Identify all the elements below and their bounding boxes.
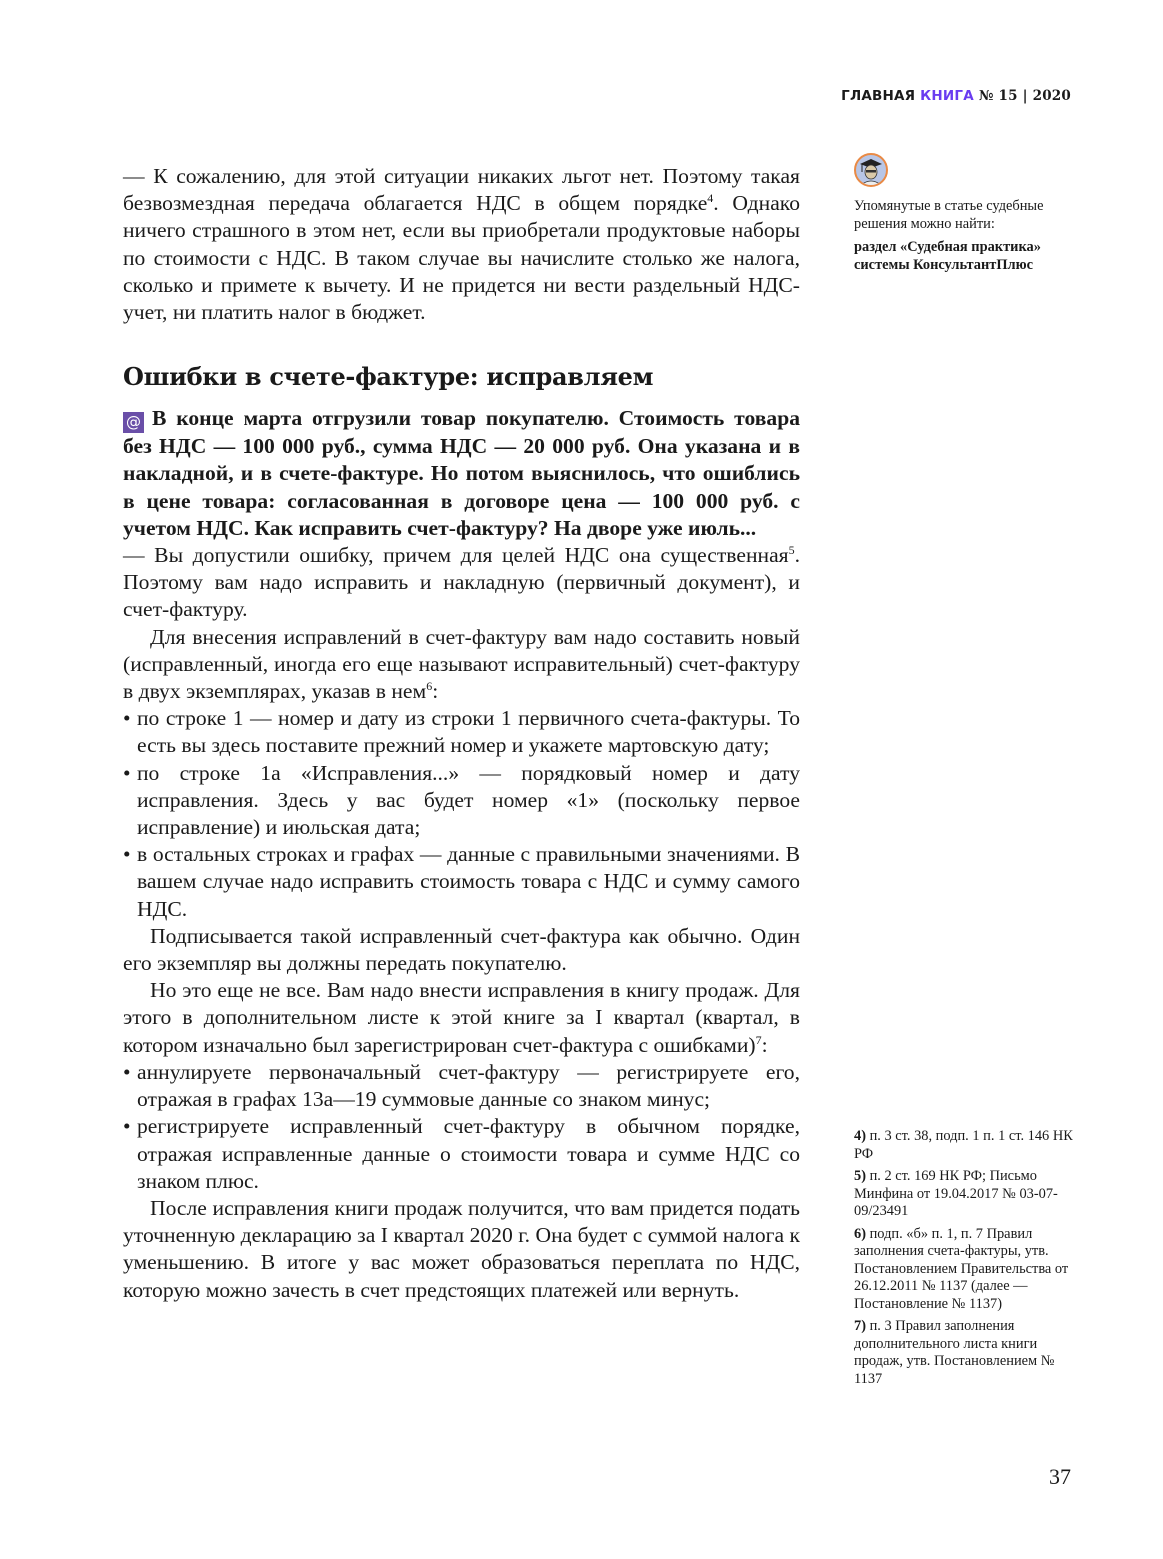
sidebar-note	[854, 198, 1074, 274]
paragraph	[123, 977, 800, 1059]
footnote-number: 6)	[854, 1225, 866, 1242]
issue-number: № 15 | 2020	[978, 88, 1071, 104]
paragraph	[123, 542, 800, 624]
paragraph: После исправления книги продаж получится, что вам придется подать уточненную декларацию за I квартал 2020 г. Она будет с суммой налога к уменьшению. В итоге у вас может образоваться переплата по НДС, которую можно зачесть в счет предстоящих платежей или вернуть.	[123, 1195, 800, 1302]
list-item: • по строке 1 — номер и дату из строки 1 первичного счета-фактуры. То есть вы здесь поставите прежний номер и укажете мартовскую дату;	[123, 705, 800, 759]
footnote-ref: 6	[426, 678, 433, 693]
footnote-text: подп. «б» п. 1, п. 7 Правил заполнения счета-фактуры, утв. Постановлением Правительства от 26.12.2011 № 1137 (далее — Постановление № 1137)	[854, 1225, 1069, 1312]
footnote	[854, 1226, 1074, 1314]
question-text: В конце марта отгрузили товар покупателю. Стоимость товара без НДС — 100 000 руб., сумма НДС — 20 000 руб. Она указана и в накладной, и в счете-фактуре. Но потом выяснилось, что ошиблись в цене товара: согласованная в договоре цена — 100 000 руб. с учетом НДС. Как исправить счет-фактуру? На дворе уже июль...	[123, 406, 800, 540]
footnote-text: п. 3 Правил заполнения дополнительного листа книги продаж, утв. Постановлением № 1137	[854, 1318, 1055, 1387]
footnote-ref: 5	[788, 542, 795, 557]
reader-question	[123, 405, 800, 542]
running-header	[841, 88, 1071, 104]
footnote	[854, 1128, 1074, 1163]
footnote-number: 4)	[854, 1128, 866, 1144]
text: Для внесения исправлений в счет-фактуру вам надо составить новый (исправленный, иногда его еще называют исправительный) счет-фактуру в двух экземплярах, указав в нем	[123, 624, 800, 704]
sidebar-note-source: раздел «Судебная практика» системы КонсультантПлюс	[854, 239, 1041, 273]
list-item: • аннулируете первоначальный счет-фактуру — регистрируете его, отражая в графах 13а—19 суммовые данные со знаком минус;	[123, 1059, 800, 1113]
brand-name-part1: ГЛАВНАЯ	[841, 88, 916, 104]
bullet-list	[123, 1059, 800, 1195]
footnote	[854, 1318, 1074, 1388]
paragraph	[123, 163, 800, 326]
text: :	[432, 679, 439, 704]
email-at-icon: @	[123, 412, 144, 433]
text: . Однако ничего страшного в этом нет, если вы приобретали продуктовые наборы по стоимости с НДС. В таком случае вы начислите столько же налога, сколько и примете к вычету. И не придется ни вести раздельный НДС-учет, ни платить налог в бюджет.	[123, 191, 800, 325]
footnote-text: п. 2 ст. 169 НК РФ; Письмо Минфина от 19.04.2017 № 03-07-09/23491	[854, 1168, 1058, 1219]
footnote-text: п. 3 ст. 38, подп. 1 п. 1 ст. 146 НК РФ	[854, 1128, 1073, 1162]
text: — Вы допустили ошибку, причем для целей НДС она существенная	[123, 543, 789, 568]
text: . Поэтому вам надо исправить и накладную (первичный документ), и счет-фактуру.	[123, 543, 800, 622]
footnote	[854, 1168, 1074, 1221]
article-body	[123, 163, 800, 1304]
sidebar-note-text: Упомянутые в статье судебные решения можно найти:	[854, 198, 1044, 232]
list-item: • регистрируете исправленный счет-фактуру в обычном порядке, отражая исправленные данные о стоимости товара и сумме НДС со знаком плюс.	[123, 1113, 800, 1195]
footnote-ref: 7	[755, 1032, 762, 1047]
page-number: 37	[1049, 1464, 1071, 1489]
paragraph	[123, 624, 800, 706]
paragraph: Подписывается такой исправленный счет-фактура как обычно. Один его экземпляр вы должны передать покупателю.	[123, 923, 800, 976]
footnote-ref: 4	[707, 191, 714, 206]
footnotes	[854, 1128, 1074, 1393]
text: :	[761, 1032, 768, 1057]
footnote-number: 5)	[854, 1168, 866, 1184]
section-heading: Ошибки в счете-фактуре: исправляем	[123, 362, 654, 392]
brand-name-part2: КНИГА	[920, 88, 974, 104]
text: — К сожалению, для этой ситуации никаких льгот нет. Поэтому такая безвозмездная передача облагается НДС в общем порядке	[123, 164, 800, 216]
footnote-number: 7)	[854, 1318, 866, 1334]
list-item: • в остальных строках и графах — данные с правильными значениями. В вашем случае надо исправить стоимость товара с НДС и сумму самого НДС.	[123, 841, 800, 923]
expert-avatar-icon	[854, 153, 888, 187]
list-item: • по строке 1а «Исправления...» — порядковый номер и дату исправления. Здесь у вас будет номер «1» (поскольку первое исправление) и июльская дата;	[123, 760, 800, 842]
text: Но это еще не все. Вам надо внести исправления в книгу продаж. Для этого в дополнительном листе к этой книге за I квартал (квартал, в котором изначально был зарегистрирован счет-фактура с ошибками)	[123, 978, 800, 1057]
bullet-list	[123, 705, 800, 923]
